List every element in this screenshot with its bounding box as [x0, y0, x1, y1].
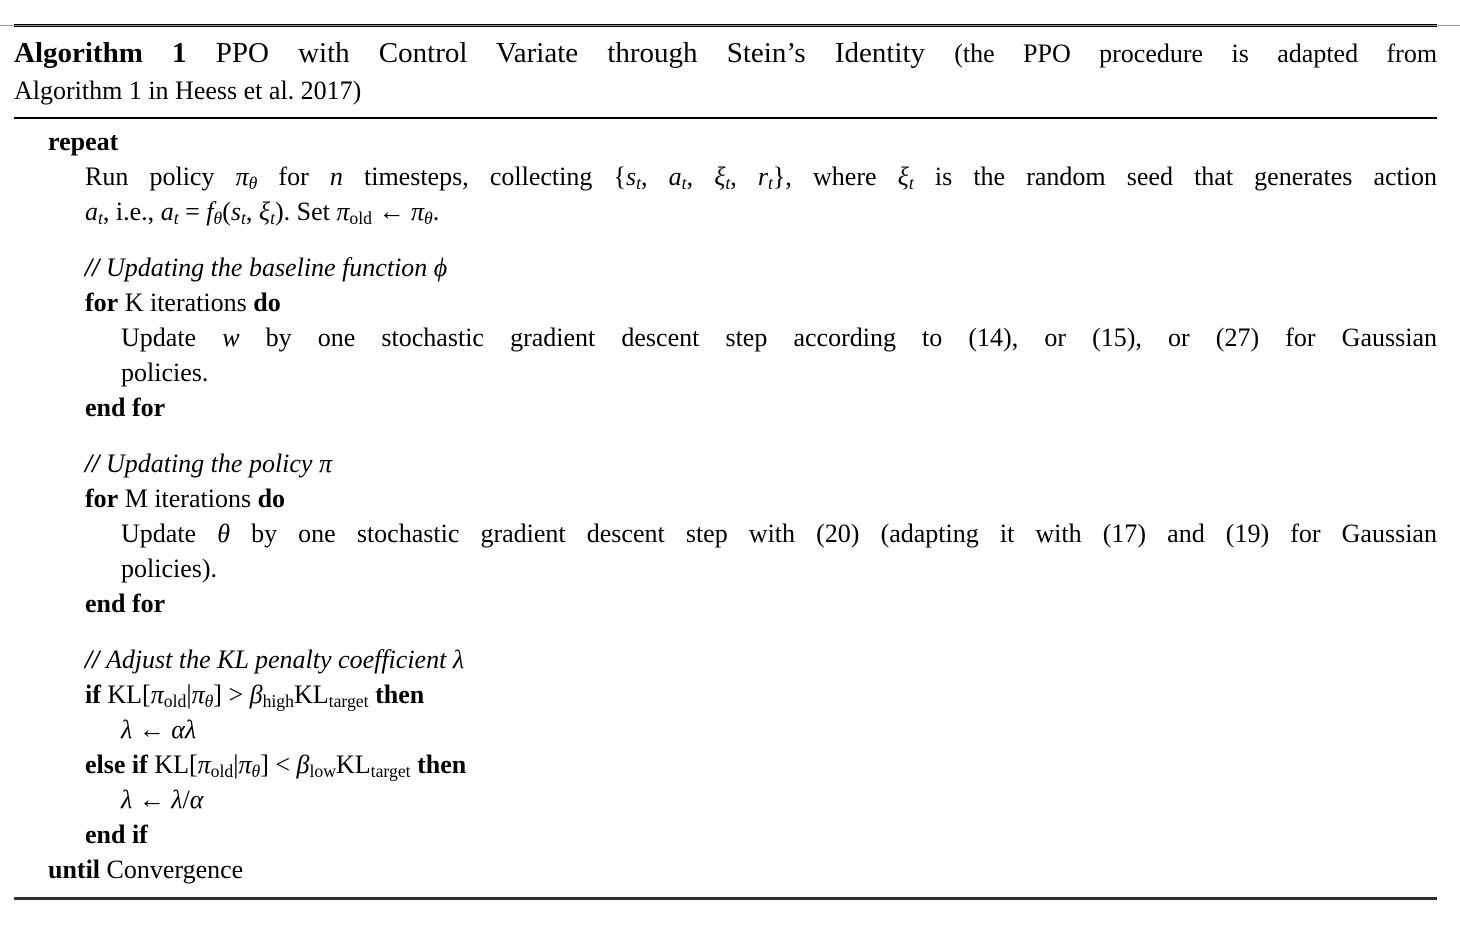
algorithm-title: PPO with Control Variate through Stein’s Identity: [215, 37, 926, 69]
text-run: w: [222, 323, 240, 352]
text-run: by one stochastic gradient descent step with (20) (adapting it with (17) and (19) for Gaussian: [229, 519, 1437, 548]
text-run: Updating the baseline function: [105, 253, 434, 282]
subscript-text: θ: [424, 208, 433, 229]
subscript-text: target: [370, 761, 411, 782]
text-run: then: [417, 750, 467, 779]
text-run: Update: [121, 323, 223, 352]
text-run: a: [160, 197, 174, 226]
text-run: λ: [184, 715, 197, 744]
text-run: Run policy: [85, 162, 236, 191]
line-until-convergence: [14, 852, 1437, 887]
text-run: end for: [85, 589, 166, 618]
algorithm-block: [14, 24, 1437, 900]
text-run: Convergence: [100, 855, 244, 884]
text-run: KL[: [147, 750, 198, 779]
text-run: /: [182, 785, 190, 814]
text-run: end if: [85, 820, 148, 849]
line-end-for-m: [14, 586, 1437, 621]
line-repeat: [14, 124, 1437, 159]
text-run: π: [411, 197, 425, 226]
subscript-text: old: [210, 761, 234, 782]
paper-page: [0, 24, 1460, 942]
text-run: //: [85, 253, 106, 282]
line-update-theta-cont: [14, 551, 1437, 586]
text-run: a: [85, 197, 98, 226]
text-run: λ: [452, 645, 465, 674]
text-run: α: [171, 715, 185, 744]
text-run: timesteps, collecting: [342, 162, 614, 191]
text-run: ←: [132, 785, 172, 814]
subscript-text: t: [173, 208, 179, 229]
text-run: ξ: [258, 197, 271, 226]
line-run-policy: [14, 159, 1437, 194]
text-run: then: [375, 680, 425, 709]
line-update-theta: [14, 516, 1437, 551]
text-run: //: [85, 645, 106, 674]
text-run: KL: [293, 680, 329, 709]
text-run: β: [249, 680, 263, 709]
line-else-if-kl-low: [14, 747, 1437, 782]
text-run: π: [150, 680, 164, 709]
text-run: |: [233, 750, 239, 779]
text-run: .: [432, 197, 440, 226]
text-run: M iterations: [118, 484, 258, 513]
text-run: (: [222, 197, 231, 226]
text-run: s: [230, 197, 241, 226]
text-run: ,: [245, 197, 259, 226]
subscript-text: t: [768, 173, 773, 194]
subscript-text: old: [349, 208, 372, 229]
text-run: for: [85, 288, 119, 317]
text-run: for: [257, 162, 330, 191]
text-run: do: [253, 288, 281, 317]
text-run: policies).: [121, 554, 218, 583]
subscript-text: old: [163, 691, 187, 712]
caption-line-1: [14, 34, 1437, 73]
line-comment-kl-penalty: [14, 642, 1437, 677]
subscript-text: θ: [248, 173, 258, 194]
line-for-k-iterations: [14, 285, 1437, 320]
text-run: π: [191, 680, 205, 709]
text-run: ←: [372, 197, 411, 226]
text-run: {: [613, 162, 626, 191]
subscript-text: θ: [251, 761, 261, 782]
text-run: θ: [217, 519, 230, 548]
text-run: ←: [132, 715, 172, 744]
text-run: π: [197, 750, 211, 779]
subscript-text: t: [908, 173, 914, 194]
algorithm-label: Algorithm 1: [14, 37, 187, 69]
text-run: KL[: [100, 680, 151, 709]
text-run: λ: [171, 785, 183, 814]
text-run: ϕ: [433, 253, 448, 282]
text-run: by one stochastic gradient descent step according to (14), or (15), or (27) for Gaussian: [239, 323, 1437, 352]
algorithm-body: [14, 119, 1437, 887]
text-run: ). Set: [274, 197, 337, 226]
caption-note-part1: (the PPO procedure is adapted from: [954, 39, 1438, 68]
text-run: π: [235, 162, 249, 191]
subscript-text: target: [328, 691, 369, 712]
text-run: |: [186, 680, 192, 709]
text-run: for: [85, 484, 119, 513]
text-run: else if: [85, 750, 148, 779]
text-run: β: [296, 750, 310, 779]
text-run: f: [206, 197, 214, 226]
caption-note-part2: Algorithm 1 in Heess et al. 2017): [14, 76, 362, 105]
text-run: end for: [85, 393, 166, 422]
line-lambda-decrease: [14, 782, 1437, 817]
algorithm-bottom-rule: [14, 897, 1437, 900]
text-run: repeat: [48, 127, 119, 156]
text-run: do: [257, 484, 286, 513]
line-update-w-cont: [14, 355, 1437, 390]
text-run: a: [668, 162, 682, 191]
subscript-text: low: [309, 761, 336, 782]
line-comment-policy: [14, 446, 1437, 481]
text-run: λ: [121, 785, 133, 814]
text-run: //: [85, 449, 106, 478]
text-run: π: [238, 750, 252, 779]
algorithm-caption: [14, 27, 1437, 117]
line-for-m-iterations: [14, 481, 1437, 516]
text-run: Update: [121, 519, 218, 548]
text-run: ] <: [260, 750, 297, 779]
subscript-text: θ: [204, 691, 214, 712]
subscript-text: θ: [213, 208, 223, 229]
subscript-text: t: [241, 208, 246, 229]
text-run: Adjust the KL penalty coefficient: [105, 645, 453, 674]
subscript-text: t: [725, 173, 731, 194]
line-end-for-k: [14, 390, 1437, 425]
line-set-pi-old: [14, 194, 1437, 229]
subscript-text: t: [98, 208, 103, 229]
text-run: r: [757, 162, 768, 191]
page-top-hairline: [0, 25, 1460, 26]
text-run: ξ: [714, 162, 726, 191]
text-run: λ: [121, 715, 133, 744]
text-run: s: [625, 162, 637, 191]
text-run: , where: [785, 162, 898, 191]
text-run: if: [85, 680, 101, 709]
subscript-text: t: [636, 173, 642, 194]
text-run: =: [178, 197, 207, 226]
line-update-w: [14, 320, 1437, 355]
line-lambda-increase: [14, 712, 1437, 747]
line-if-kl-high: [14, 677, 1437, 712]
caption-line-2: [14, 73, 1437, 109]
text-run: π: [336, 197, 350, 226]
text-run: , i.e.,: [102, 197, 161, 226]
text-run: π: [318, 449, 332, 478]
text-run: ξ: [897, 162, 909, 191]
text-run: α: [189, 785, 204, 814]
line-comment-baseline: [14, 250, 1437, 285]
text-run: n: [329, 162, 343, 191]
subscript-text: t: [681, 173, 687, 194]
text-run: KL: [336, 750, 371, 779]
subscript-text: t: [270, 208, 275, 229]
text-run: ,: [686, 162, 715, 191]
text-run: ,: [641, 162, 669, 191]
subscript-text: high: [262, 691, 294, 712]
text-run: ] >: [213, 680, 250, 709]
text-run: until: [48, 855, 101, 884]
text-run: is the random seed that generates action: [913, 162, 1437, 191]
text-run: }: [772, 162, 786, 191]
text-run: K iterations: [118, 288, 254, 317]
text-run: Updating the policy: [105, 449, 319, 478]
line-end-if: [14, 817, 1437, 852]
text-run: policies.: [121, 358, 209, 387]
text-run: ,: [730, 162, 758, 191]
